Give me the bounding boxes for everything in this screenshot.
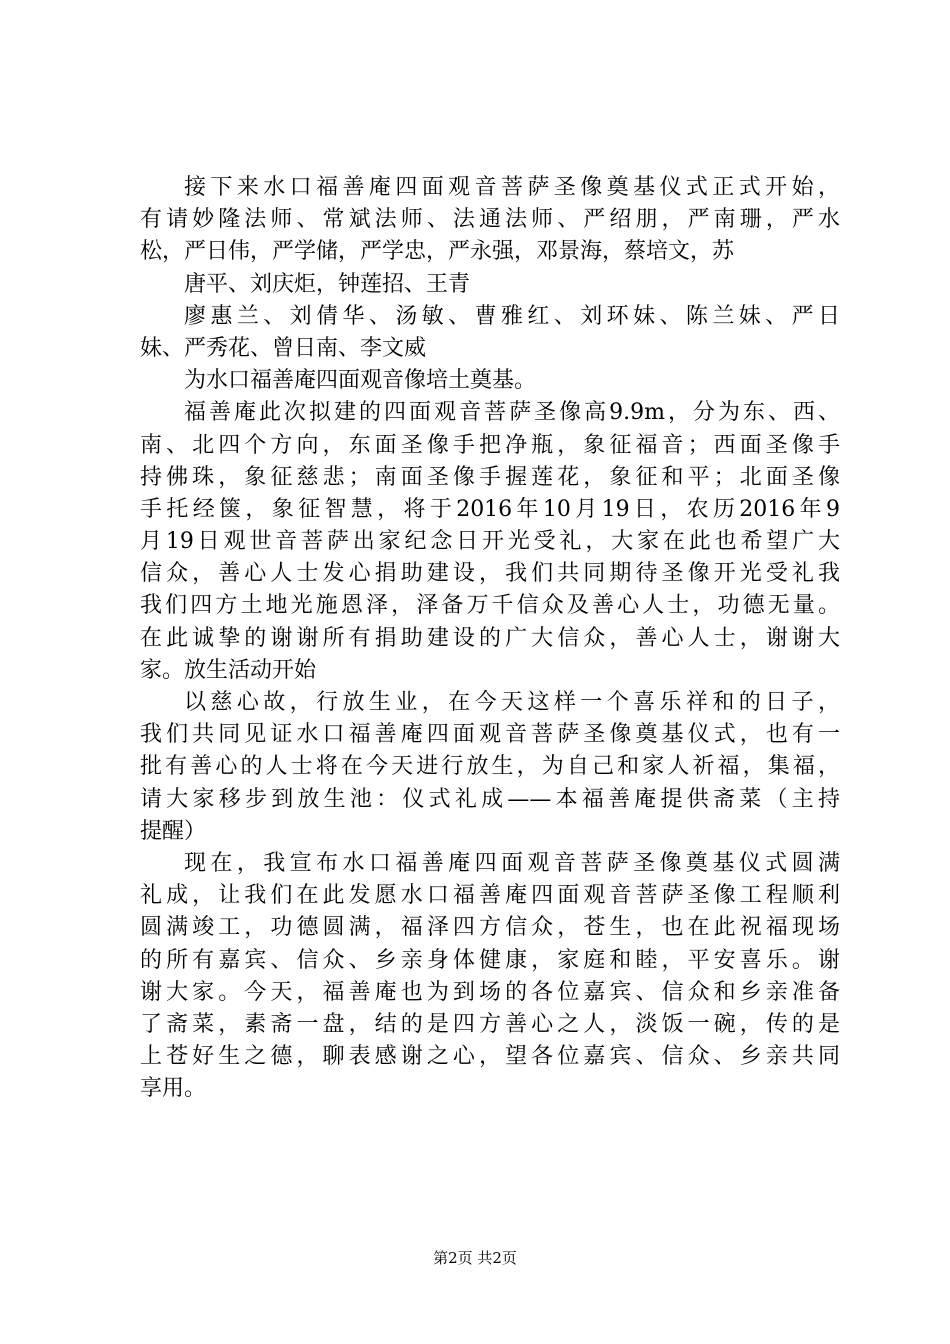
document-body <box>140 172 840 1105</box>
release-life-paragraph <box>140 687 840 848</box>
text-line: 我们四方土地光施恩泽，泽备万千信众及善心人士，功德无量。 <box>140 593 840 619</box>
text-line: 礼成，让我们在此发愿水口福善庵四面观音菩萨圣像工程顺利 <box>140 883 840 909</box>
text-line: 现在，我宣布水口福善庵四面观音菩萨圣像奠基仪式圆满 <box>184 850 840 876</box>
text-line: 我们共同见证水口福善庵四面观音菩萨圣像奠基仪式，也有一 <box>140 722 840 748</box>
text-line: 信众，善心人士发心捐助建设，我们共同期待圣像开光受礼我 <box>140 561 840 587</box>
guest-names-paragraph-2 <box>140 301 840 365</box>
text-line: 廖惠兰、刘倩华、汤敏、曹雅红、刘环妹、陈兰妹、严日 <box>184 303 840 329</box>
text-line: 为水口福善庵四面观音像培土奠基。 <box>184 368 537 394</box>
text-line: 以慈心故，行放生业，在今天这样一个喜乐祥和的日子， <box>184 690 840 715</box>
text-line: 福善庵此次拟建的四面观音菩萨圣像高9.9m，分为东、西、 <box>184 400 840 426</box>
guest-names-paragraph-1 <box>140 269 840 301</box>
page-number-footer: 第2页 共2页 <box>433 1249 517 1267</box>
text-line: 提醒） <box>140 818 207 844</box>
text-line: 月19日观世音菩萨出家纪念日开光受礼，大家在此也希望广大 <box>140 529 840 555</box>
text-line: 妹、严秀花、曾日南、李文威 <box>140 335 427 361</box>
text-line: 了斋菜，素斋一盘，结的是四方善心之人，淡饭一碗，传的是 <box>140 1011 840 1037</box>
text-line: 持佛珠，象征慈悲；南面圣像手握莲花，象征和平；北面圣像 <box>140 464 840 490</box>
text-line: 在此诚挚的谢谢所有捐助建设的广大信众，善心人士，谢谢大 <box>140 625 840 651</box>
text-line: 请大家移步到放生池：仪式礼成——本福善庵提供斋菜（主持 <box>140 786 840 812</box>
groundbreaking-paragraph <box>140 365 840 397</box>
text-line: 上苍好生之德，聊表感谢之心，望各位嘉宾、信众、乡亲共同 <box>140 1044 840 1070</box>
text-line: 圆满竣工，功德圆满，福泽四方信众，苍生，也在此祝福现场 <box>140 915 840 941</box>
text-line: 手托经箧，象征智慧，将于2016年10月19日，农历2016年9 <box>140 496 840 522</box>
text-line: 的所有嘉宾、信众、乡亲身体健康，家庭和睦，平安喜乐。谢 <box>140 947 840 973</box>
text-line: 家。放生活动开始 <box>140 657 317 683</box>
text-line: 谢大家。今天，福善庵也为到场的各位嘉宾、信众和乡亲准备 <box>140 979 840 1005</box>
text-line: 松，严日伟，严学储，严学忠，严永强，邓景海，蔡培文，苏 <box>140 239 735 265</box>
statue-description-paragraph <box>140 397 840 687</box>
closing-paragraph <box>140 848 840 1106</box>
text-line: 有请妙隆法师、常斌法师、法通法师、严绍朋，严南珊，严水 <box>140 207 840 233</box>
text-line: 唐平、刘庆炬，钟莲招、王青 <box>184 271 471 297</box>
text-line: 接下来水口福善庵四面观音菩萨圣像奠基仪式正式开始， <box>184 175 840 200</box>
text-line: 南、北四个方向，东面圣像手把净瓶，象征福音；西面圣像手 <box>140 432 840 458</box>
text-line: 享用。 <box>140 1076 207 1102</box>
opening-ceremony-paragraph <box>140 172 840 269</box>
text-line: 批有善心的人士将在今天进行放生，为自己和家人祈福，集福， <box>140 754 840 780</box>
